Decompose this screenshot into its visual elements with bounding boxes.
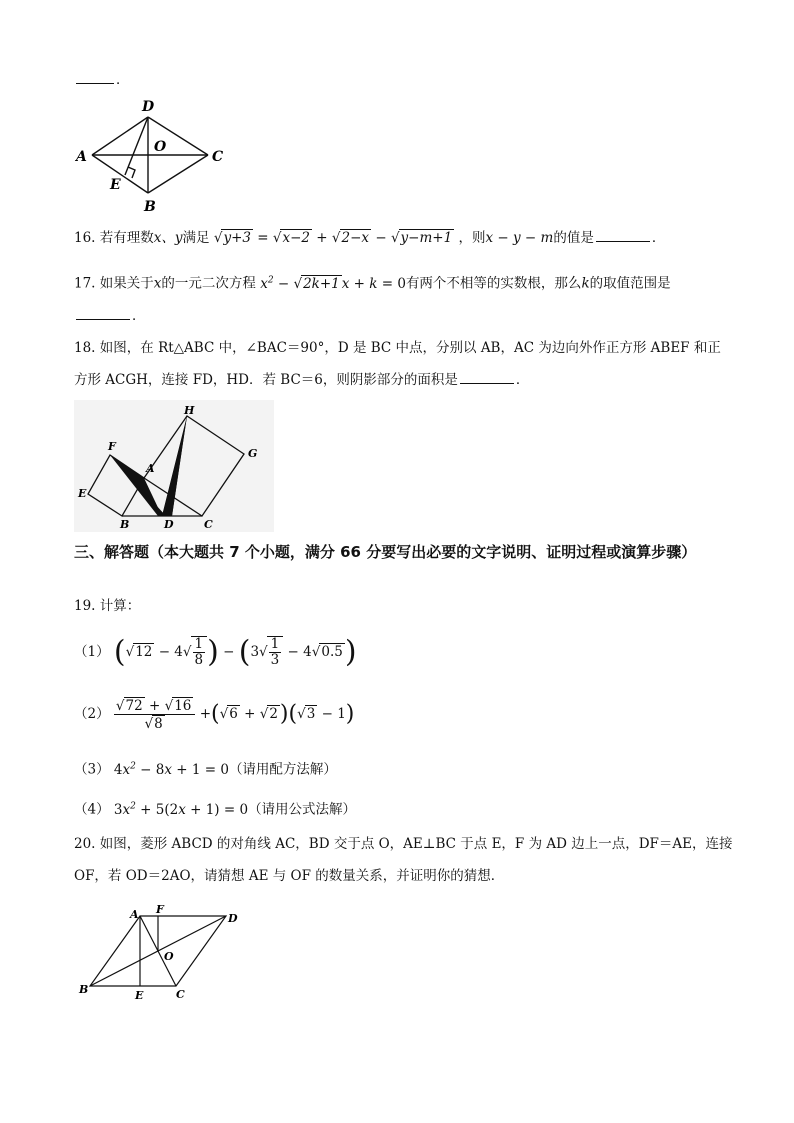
label-F: F (108, 440, 116, 453)
q17-equation: $x^2 - √2k+1$ x + k = 0 (260, 275, 406, 292)
label-O: O (164, 950, 174, 963)
question-20-line1: 20. 如图，菱形 ABCD 的对角线 AC，BD 交于点 O，AE⊥BC 于点 E，F 为 AD 边上一点，DF＝AE，连接 (74, 836, 733, 852)
label-C: C (176, 988, 185, 1001)
question-17-blank: ． (74, 306, 146, 326)
question-18-line2: 方形 ACGH，连接 FD，HD．若 BC＝6，则阴影部分的面积是 ． (74, 372, 530, 388)
label-O: O (154, 139, 167, 155)
label-A: A (146, 462, 155, 475)
label-E: E (135, 989, 144, 1002)
q16-equation: √y+3 = √x−2 + √2−x − √y−m+1 (213, 230, 453, 246)
label-D: D (228, 912, 238, 925)
section-3-heading: 三、解答题（本大题共 7 个小题，满分 66 分要写出必要的文字说明、证明过程或演算步骤） (74, 543, 697, 561)
question-19-title: 19. 计算： (74, 598, 141, 614)
figure-squares-q18 (74, 400, 274, 532)
figure-rhombus-q15 (70, 95, 230, 220)
label-A: A (76, 149, 87, 165)
label-C: C (212, 149, 224, 165)
label-E: E (78, 487, 87, 500)
label-E: E (110, 177, 121, 193)
label-G: G (248, 447, 258, 460)
label-B: B (120, 518, 130, 531)
label-B: B (144, 199, 156, 215)
question-19-part3: （3） $4x^2 - 8x + 1 = 0$（请用配方法解） (74, 761, 337, 778)
answer-blank[interactable] (76, 70, 114, 84)
question-19-part1: （1） (√12 − 4√ $\frac{1}{8}$ ) − (3√ $\frac{1}{3}$ − 4√0.5) (74, 634, 357, 670)
answer-blank[interactable] (76, 306, 130, 320)
label-A: A (130, 908, 139, 921)
label-D: D (164, 518, 174, 531)
question-17: 17. 如果关于x的一元二次方程 $x^2 - √2k+1$ x + k = 0有两个不相等的实数根，那么k的取值范围是 (74, 275, 671, 292)
label-B: B (79, 983, 89, 996)
answer-blank[interactable] (596, 228, 650, 242)
question-19-part4: （4） $3x^2 + 5(2x + 1) = 0$（请用公式法解） (74, 801, 357, 818)
label-D: D (142, 99, 155, 115)
label-H: H (184, 404, 195, 417)
question-20-line2: OF，若 OD＝2AO，请猜想 AE 与 OF 的数量关系，并证明你的猜想． (74, 868, 505, 884)
question-18-line1: 18. 如图，在 Rt△ABC 中，∠BAC＝90°，D 是 BC 中点，分别以 AB，AC 为边向外作正方形 ABEF 和正 (74, 340, 721, 356)
question-16: 16. 若有理数x、y满足 √y+3 = √x−2 + √2−x − √y−m+1 ，则x − y − m的值是 ． (74, 230, 666, 246)
question-19-part2: （2） $\frac{√72 + √16}{√8}$ +(√6 + √2)(√3 − 1) (74, 698, 355, 732)
top-fragment: ． (74, 70, 130, 90)
label-C: C (204, 518, 213, 531)
figure-rhombus-q20 (76, 902, 246, 1004)
label-F: F (156, 903, 164, 916)
answer-blank[interactable] (460, 370, 514, 384)
